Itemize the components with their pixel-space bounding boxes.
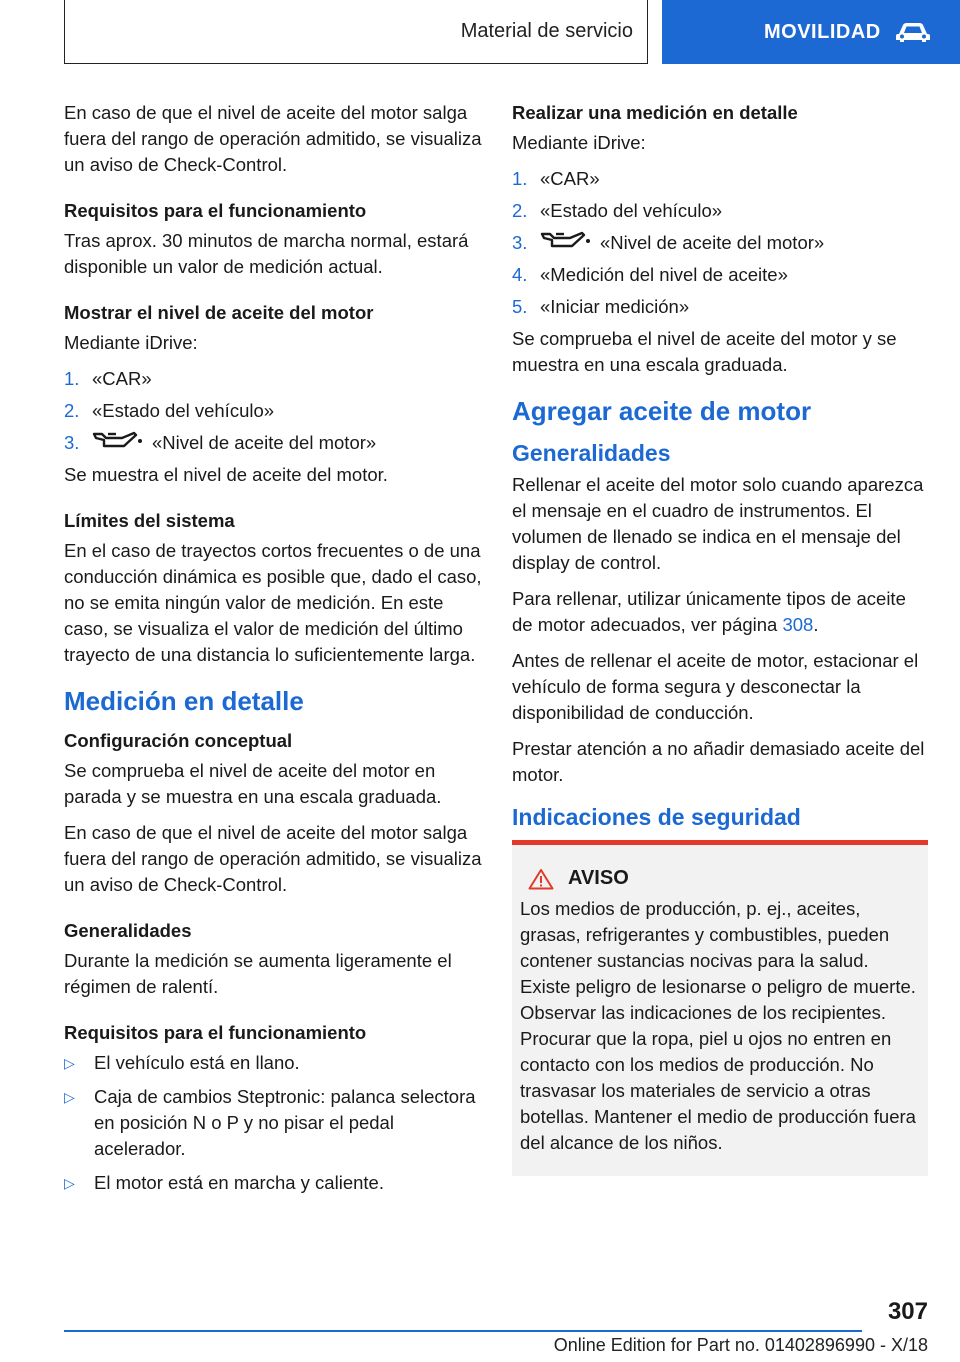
heading-add-engine-oil: Agregar aceite de motor: [512, 396, 812, 426]
step-number: 5.: [512, 296, 528, 317]
category-header: [662, 0, 960, 64]
heading-general: Generalidades: [512, 440, 671, 466]
subheading-system-limits: Límites del sistema: [64, 510, 235, 531]
subheading-concept: Configuración conceptual: [64, 730, 293, 751]
heading-safety: Indicaciones de seguridad: [512, 804, 801, 830]
list-item: [512, 262, 928, 288]
step-text: «Nivel de aceite del motor»: [600, 232, 825, 253]
page-number: 307: [887, 1298, 928, 1325]
paragraph: Se muestra el nivel de aceite del motor.: [64, 464, 388, 485]
paragraph: Prestar atención a no añadir demasiado aceite del motor.: [512, 738, 925, 785]
paragraph: En caso de que el nivel de aceite del motor salga fuera del rango de operación admitido, se visualiza un aviso de Check-Control.: [64, 102, 482, 175]
step-text: «CAR»: [92, 368, 152, 389]
paragraph: [512, 586, 928, 638]
category-label: MOVILIDAD: [764, 20, 881, 43]
list-item: [64, 430, 482, 456]
triangle-bullet-icon: ▷: [64, 1055, 75, 1071]
bullet-text: Caja de cambios Steptronic: palanca selectora en posición N o P y no pisar el pedal acelerador.: [94, 1086, 476, 1159]
step-text: «Estado del vehículo»: [540, 200, 723, 221]
list-item: [512, 230, 928, 256]
paragraph: Mediante iDrive:: [512, 132, 646, 153]
bullet-text: El motor está en marcha y caliente.: [94, 1172, 384, 1193]
subheading-requirements: Requisitos para el funcionamiento: [64, 200, 367, 221]
step-text: «Medición del nivel de aceite»: [540, 264, 788, 285]
notice-text: Los medios de producción, p. ej., aceites, grasas, refrigerantes y combustibles, pueden contener sustancias nocivas para la salud. Existe peligro de lesionarse o peligro de muerte. Observar las indicaciones de los recipientes. Procurar que la ropa, piel u ojos no entren en contacto con los medios de producción. No trasvasar los materiales de servicio a otras botellas. Mantener el medio de producción fuera del alcance de los niños.: [520, 898, 916, 1153]
steps-list: [64, 366, 482, 456]
list-item: [64, 1170, 482, 1196]
oil-can-icon: [540, 230, 592, 250]
step-number: 3.: [64, 432, 80, 453]
footer-edition: [554, 1335, 928, 1356]
triangle-bullet-icon: ▷: [64, 1175, 75, 1191]
section-tab: [64, 0, 648, 64]
paragraph: Mediante iDrive:: [64, 332, 198, 353]
heading-measurement-detail: Medición en detalle: [64, 686, 304, 716]
paragraph: Antes de rellenar el aceite de motor, estacionar el vehículo de forma segura y desconectar la disponibilidad de conducción.: [512, 650, 919, 723]
paragraph: Tras aprox. 30 minutos de marcha normal, estará disponible un valor de medición actual.: [64, 230, 469, 277]
steps-list: [512, 166, 928, 320]
step-number: 3.: [512, 232, 528, 253]
footer-divider: [64, 1330, 862, 1332]
paragraph: En caso de que el nivel de aceite del motor salga fuera del rango de operación admitido, se visualiza un aviso de Check-Control.: [64, 822, 482, 895]
warning-notice: [512, 840, 928, 1176]
list-item: [512, 166, 928, 192]
bullet-list: [64, 1050, 482, 1196]
subheading-general: Generalidades: [64, 920, 192, 941]
bullet-text: El vehículo está en llano.: [94, 1052, 300, 1073]
notice-title: [522, 867, 920, 890]
step-text: «CAR»: [540, 168, 600, 189]
list-item: [64, 398, 482, 424]
step-number: 4.: [512, 264, 528, 285]
list-item: [512, 294, 928, 320]
text: Para rellenar, utilizar únicamente tipos de aceite de motor adecuados, ver página: [512, 588, 906, 635]
edition-text: Online Edition for Part no. 01402896990 - X/18: [553, 1335, 928, 1355]
step-text: «Nivel de aceite del motor»: [152, 432, 377, 453]
subheading-detail-measurement: Realizar una medición en detalle: [512, 102, 798, 123]
step-text: «Iniciar medición»: [540, 296, 690, 317]
paragraph: Rellenar el aceite del motor solo cuando aparezca el mensaje en el cuadro de instrumentos. El volumen de llenado se indica en el mensaje del display de control.: [512, 474, 924, 573]
paragraph: Se comprueba el nivel de aceite del motor en parada y se muestra en una escala graduada.: [64, 760, 442, 807]
page-link[interactable]: 308: [782, 614, 814, 635]
subheading-show-oil-level: Mostrar el nivel de aceite del motor: [64, 302, 374, 323]
triangle-bullet-icon: ▷: [64, 1089, 75, 1105]
paragraph: Durante la medición se aumenta ligeramente el régimen de ralentí.: [64, 950, 452, 997]
paragraph: En el caso de trayectos cortos frecuentes o de una conducción dinámica es posible que, dado el caso, no se emita ningún valor de medición. En este caso, se visualiza el valor de medición del último trayecto de una distancia lo suficientemente larga.: [64, 540, 482, 665]
notice-label: AVISO: [568, 867, 629, 889]
subheading-requirements: Requisitos para el funcionamiento: [64, 1022, 367, 1043]
step-number: 2.: [512, 200, 528, 221]
step-text: «Estado del vehículo»: [92, 400, 275, 421]
list-item: [64, 366, 482, 392]
left-column: [64, 100, 482, 1204]
text: .: [813, 614, 819, 635]
right-column: [512, 100, 928, 1176]
paragraph: Se comprueba el nivel de aceite del motor y se muestra en una escala graduada.: [512, 328, 897, 375]
step-number: 1.: [64, 368, 80, 389]
oil-can-icon: [92, 430, 144, 450]
list-item: [64, 1050, 482, 1076]
list-item: [512, 198, 928, 224]
step-number: 2.: [64, 400, 80, 421]
car-icon: [895, 20, 931, 44]
step-number: 1.: [512, 168, 528, 189]
list-item: [64, 1084, 482, 1162]
warning-triangle-icon: [528, 868, 554, 890]
section-title: Material de servicio: [460, 20, 633, 42]
